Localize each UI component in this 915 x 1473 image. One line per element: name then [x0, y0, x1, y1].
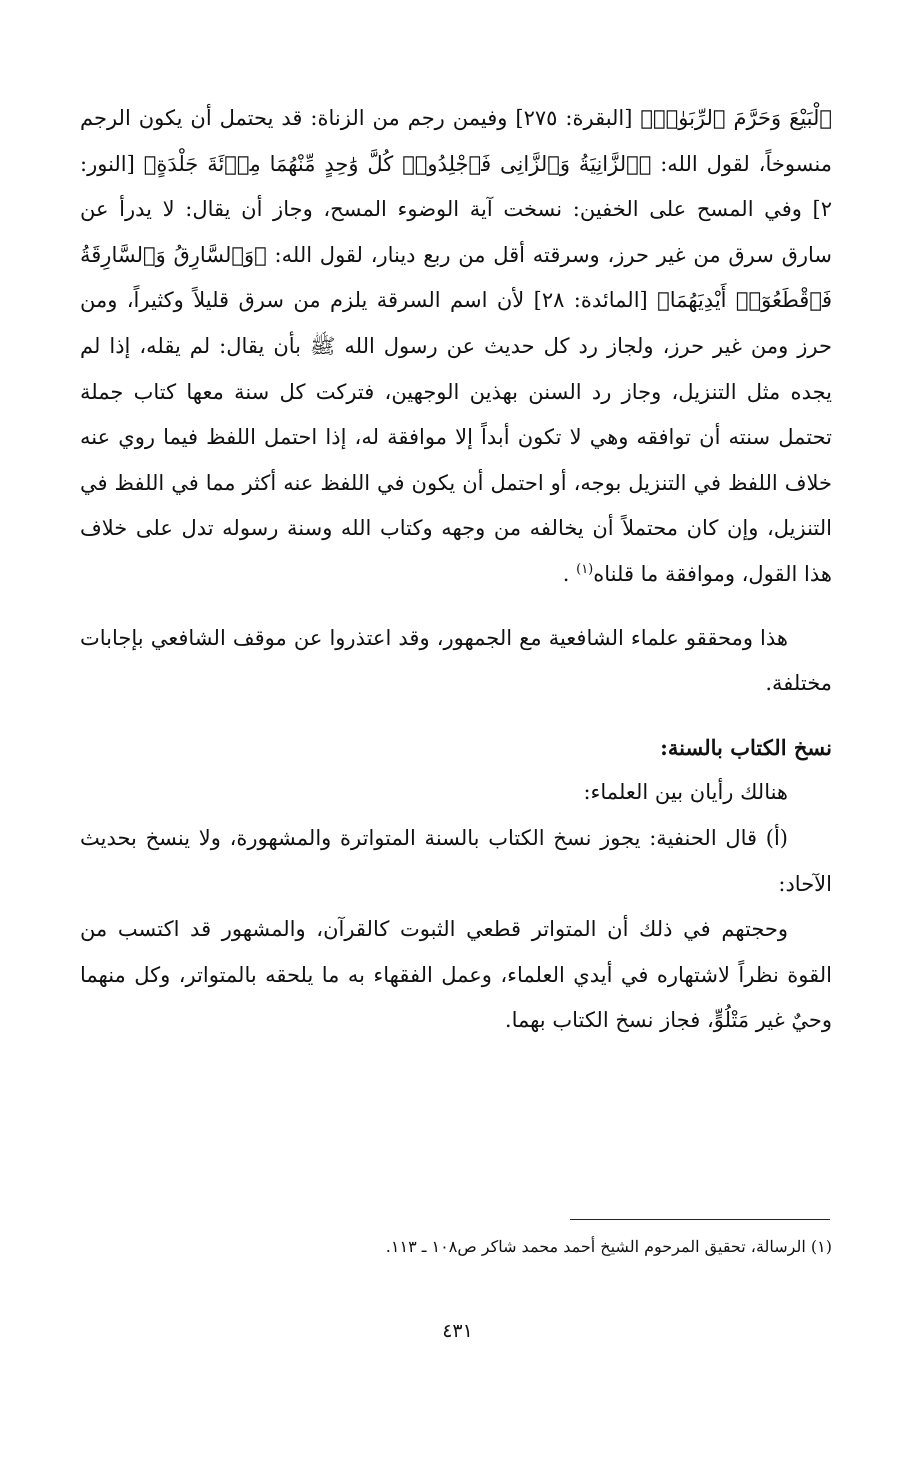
paragraph-hanafi: (أ) قال الحنفية: يجوز نسخ الكتاب بالسنة المتواترة والمشهورة، ولا ينسخ بحديث الآحاد:	[80, 825, 832, 896]
footnote-marker[interactable]: (١)	[576, 561, 594, 577]
paragraph-end: .	[562, 561, 570, 586]
paragraph-scholars: هذا ومحققو علماء الشافعية مع الجمهور، وقد اعتذروا عن موقف الشافعي بإجابات مختلفة.	[80, 625, 832, 696]
paragraph-two-opinions: هنالك رأيان بين العلماء:	[583, 780, 788, 805]
section-heading: نسخ الكتاب بالسنة:	[660, 734, 832, 760]
main-text	[80, 96, 832, 1044]
footnote-separator	[570, 1219, 830, 1220]
footnote: (١) الرسالة، تحقيق المرحوم الشيخ أحمد محمد شاكر ص١٠٨ ـ ١١٣.	[385, 1237, 832, 1256]
page-number: ٤٣١	[442, 1320, 473, 1342]
paragraph-text: ٱلْبَيْعَ وَحَرَّمَ ٱلرِّبَوٰا۟﴾ [البقرة: ٢٧٥] وفيمن رجم من الزناة: قد يحتمل أن يكون الرجم منسوخاً، لقول الله: ﴿ٱلزَّانِيَةُ وَٱلزَّانِى فَٱجْلِدُوا۟ كُلَّ وَٰحِدٍ مِّنْهُمَا مِا۟ئَةَ جَلْدَةٍ﴾ [النور: ٢] وفي المسح على الخفين: نسخت آية الوضوء المسح، وجاز أن يقال: لا يدرأ عن سارق سرق من غير حرز، وسرقته أقل من ربع دينار، لقول الله: ﴿وَٱلسَّارِقُ وَٱلسَّارِقَةُ فَٱقْطَعُوٓا۟ أَيْدِيَهُمَا﴾ [المائدة: ٢٨] لأن اسم السرقة يلزم من سرق قليلاً وكثيراً، ومن حرز ومن غير حرز، ولجاز رد كل حديث عن رسول الله ﷺ بأن يقال: لم يقله، إذا لم يجده مثل التنزيل، وجاز رد السنن بهذين الوجهين، فتركت كل سنة معها كتاب جملة تحتمل سنته أن توافقه وهي لا تكون أبداً إلا موافقة له، إذا احتمل اللفظ فيما روي عنه خلاف اللفظ في التنزيل بوجه، أو احتمل أن يكون في اللفظ عنه أكثر مما في اللفظ في التنزيل، وإن كان محتملاً أن يخالفه من وجهه وكتاب الله وسنة رسوله تدل على خلاف هذا القول، وموافقة ما قلناه	[80, 106, 832, 586]
paragraph-argument: وحجتهم في ذلك أن المتواتر قطعي الثبوت كالقرآن، والمشهور قد اكتسب من القوة نظراً لاشتهاره في أيدي العلماء، وعمل الفقهاء به ما يلحقه بالمتواتر، وكل منهما وحيٌ غير مَتْلُوٍّ، فجاز نسخ الكتاب بهما.	[80, 917, 832, 1033]
paragraph-shafii-quote	[80, 96, 832, 598]
